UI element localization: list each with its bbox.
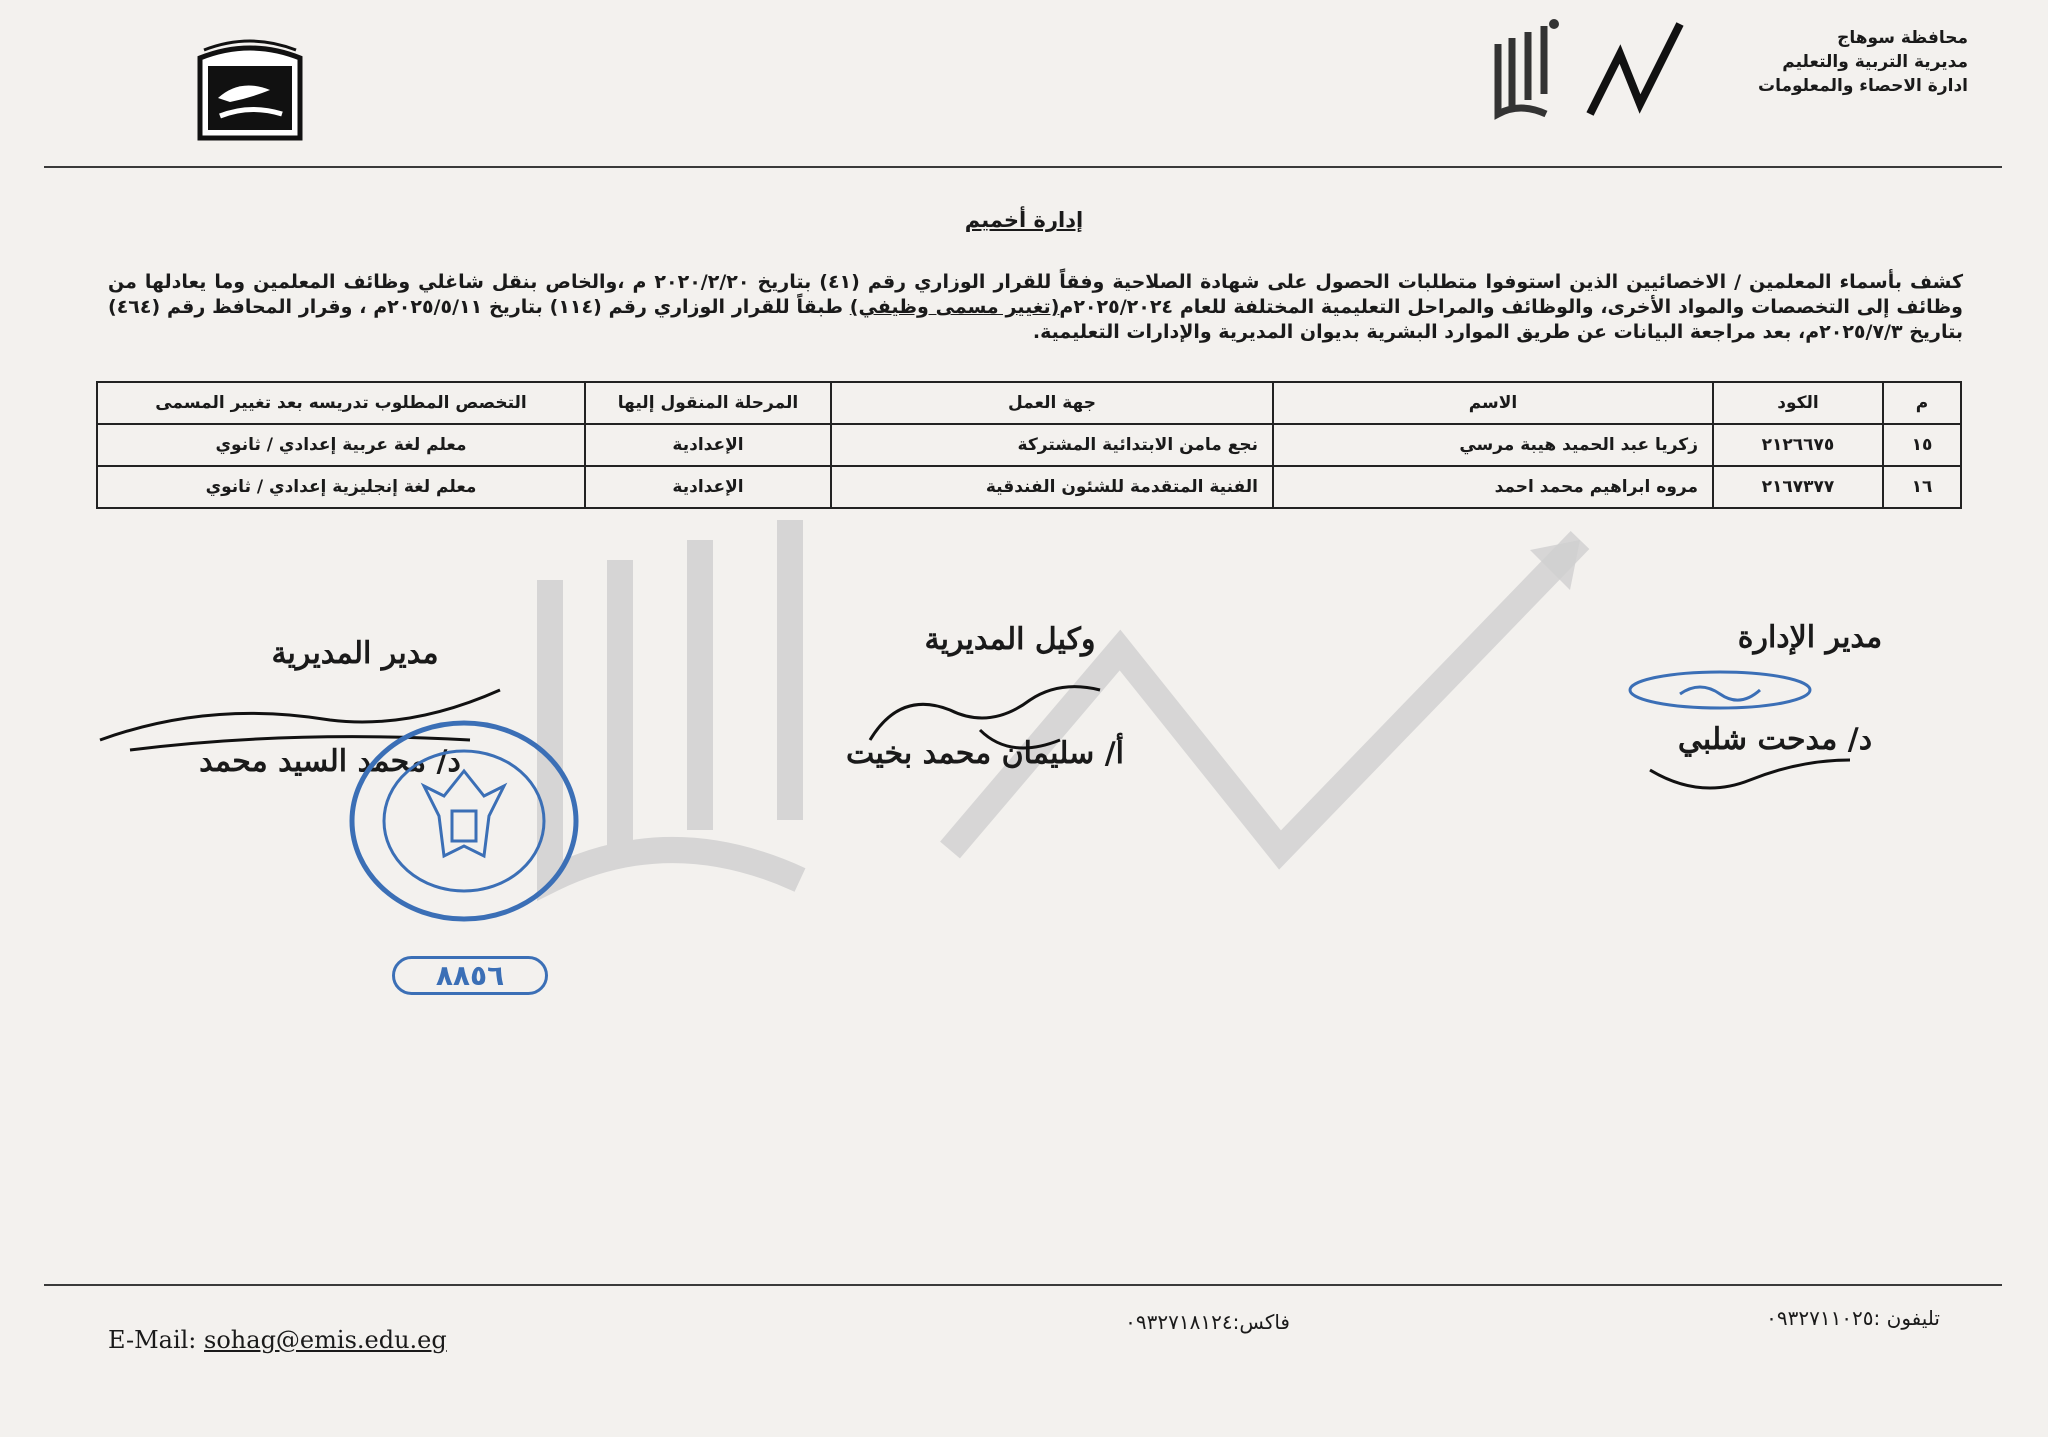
signature-right-title: مدير الإدارة — [1737, 620, 1883, 655]
footer-divider — [44, 1284, 2002, 1286]
header-code: الكود — [1713, 382, 1883, 424]
signature-center-scribble — [860, 670, 1120, 770]
cell-index: ١٦ — [1883, 466, 1961, 508]
signature-right-name: د/ مدحت شلبي — [1677, 722, 1873, 757]
signature-center-title: وكيل المديرية — [924, 622, 1096, 657]
table-header-row — [97, 382, 1961, 424]
page-title: إدارة أخميم — [964, 208, 1084, 232]
cell-specialization: معلم لغة عربية إعدادي / ثانوي — [97, 424, 585, 466]
emblem-logo — [190, 28, 310, 148]
cell-code: ٢١٢٦٦٧٥ — [1713, 424, 1883, 466]
teachers-table — [96, 381, 1962, 509]
intro-underlined: (تغيير مسمى وظيفي) — [849, 296, 1060, 318]
cell-stage: الإعدادية — [585, 424, 831, 466]
signature-center-name: أ/ سليمان محمد بخيت — [845, 736, 1124, 771]
org-header — [1608, 26, 1968, 98]
cell-specialization: معلم لغة إنجليزية إعدادي / ثانوي — [97, 466, 585, 508]
header-name: الاسم — [1273, 382, 1713, 424]
footer-email — [108, 1326, 508, 1354]
cell-workplace: الفنية المتقدمة للشئون الفندقية — [831, 466, 1273, 508]
footer-fax: فاكس:٠٩٣٢٧١٨١٢٤ — [1125, 1310, 1290, 1334]
table-row — [97, 424, 1961, 466]
org-line-department: ادارة الاحصاء والمعلومات — [1758, 76, 1968, 96]
stamp-number: ٨٨٥٦ — [392, 956, 548, 995]
header-divider — [44, 166, 2002, 168]
cell-name: زكريا عبد الحميد هيبة مرسي — [1273, 424, 1713, 466]
intro-paragraph — [108, 270, 1963, 345]
header-specialization: التخصص المطلوب تدريسه بعد تغيير المسمى — [97, 382, 585, 424]
header-workplace: جهة العمل — [831, 382, 1273, 424]
official-stamp — [344, 716, 584, 926]
table-row — [97, 466, 1961, 508]
org-line-directorate: مديرية التربية والتعليم — [1782, 52, 1968, 72]
cell-index: ١٥ — [1883, 424, 1961, 466]
cell-code: ٢١٦٧٣٧٧ — [1713, 466, 1883, 508]
footer-email-label: E-Mail: — [108, 1326, 205, 1354]
footer-phone: تليفون :٠٩٣٢٧١١٠٢٥ — [1766, 1306, 1940, 1330]
signature-left-title: مدير المديرية — [271, 636, 439, 671]
footer-email-link[interactable]: sohag@emis.edu.eg — [204, 1326, 447, 1354]
header-stage: المرحلة المنقول إليها — [585, 382, 831, 424]
cell-stage: الإعدادية — [585, 466, 831, 508]
cell-workplace: نجع مامن الابتدائية المشتركة — [831, 424, 1273, 466]
org-line-governorate: محافظة سوهاج — [1837, 28, 1968, 48]
intro-part-2: طبقاً للقرار الوزاري رقم (١١٤) بتاريخ ٢٠٢٥/٥/١١م ، وقرار المحافظ رقم (٤٦٤) بتاريخ ٢٠٢٥/٧/٣م، بعد مراجعة البيانات عن طريق الموارد البشرية بديوان المديرية والإدارات التعليمية. — [108, 296, 1963, 343]
intro-part-1: كشف بأسماء المعلمين / الاخصائيين الذين استوفوا متطلبات الحصول على شهادة الصلاحية وفقاً للقرار الوزاري رقم (٤١) بتاريخ ٢٠٢٠/٢/٢٠ م ،والخاص بنقل شاغلي وظائف المعلمين وما يعادلها من وظائف إلى التخصصات والمواد الأخرى، والوظائف والمراحل التعليمية المختلفة للعام ٢٠٢٥/٢٠٢٤م — [108, 271, 1963, 318]
signature-right-date-scribble — [1620, 660, 1840, 720]
signature-left-name: د/ محمد السيد محمد — [199, 744, 461, 779]
cell-name: مروه ابراهيم محمد احمد — [1273, 466, 1713, 508]
signature-right-scribble — [1640, 740, 1860, 800]
header-index: م — [1883, 382, 1961, 424]
